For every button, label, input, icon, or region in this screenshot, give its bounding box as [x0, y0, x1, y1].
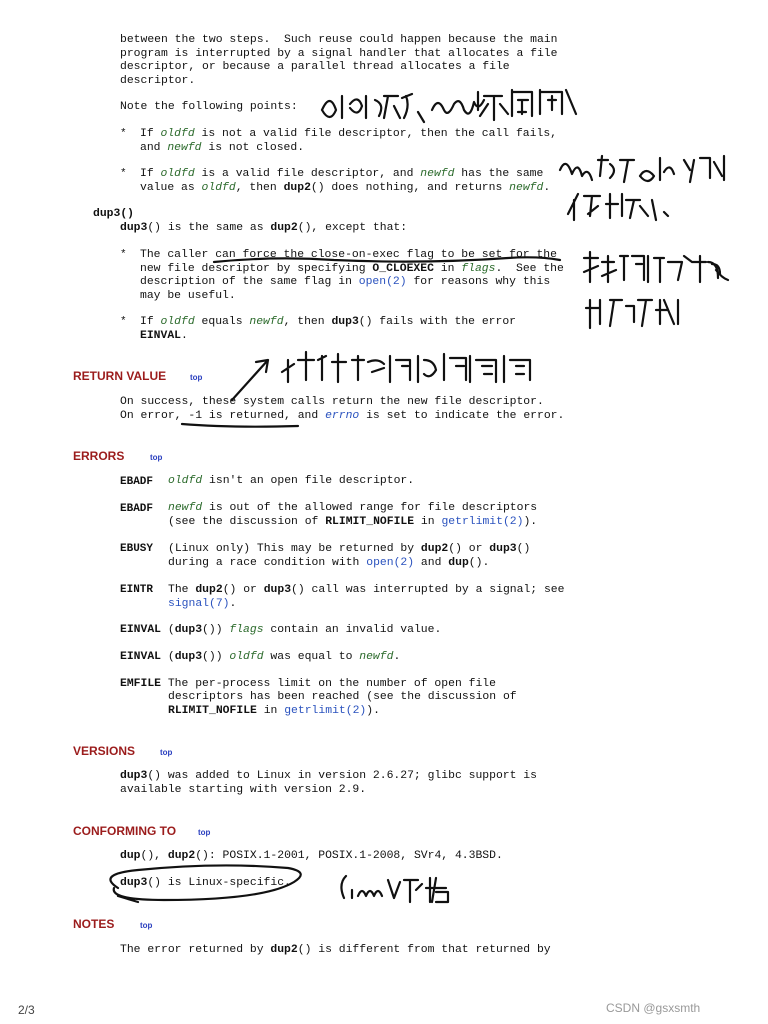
bullet-marker: * [120, 128, 127, 140]
heading-errors: ERRORS [73, 449, 125, 463]
error-code: EBADF [120, 476, 154, 488]
top-link[interactable]: top [150, 453, 163, 462]
signal-link[interactable]: signal(7) [168, 597, 230, 610]
handwriting-scribble [341, 876, 448, 902]
watermark: CSDN @gsxsmth [606, 1001, 701, 1015]
handwriting-arrow [232, 360, 268, 400]
top-link[interactable]: top [190, 373, 203, 382]
top-link[interactable]: top [140, 921, 153, 930]
getrlimit-link[interactable]: getrlimit(2) [284, 704, 367, 717]
return-value-text: On success, these system calls return the new file descriptor. On error, -1 is returned, and errno is set to indicate the error. [120, 396, 565, 422]
error-code: EINTR [120, 584, 154, 596]
handwriting-scribble [586, 300, 678, 328]
open-link[interactable]: open(2) [358, 276, 407, 288]
page-indicator: 2/3 [18, 1003, 35, 1017]
top-link[interactable]: top [198, 828, 211, 837]
bullet-marker: * [120, 316, 127, 328]
error-description: EINVAL (dup3()) flags contain an invalid value. [120, 624, 442, 636]
dup3-point-1: The caller can force the close-on-exec flag to be set for the new file descriptor by specifying O_CLOEXEC in flags. See the description of the same flag in open(2) for reasons why this may be useful. [140, 249, 564, 302]
top-link[interactable]: top [160, 748, 173, 757]
error-code: EBADF [120, 503, 154, 515]
heading-conforming-to: CONFORMING TO [73, 824, 177, 838]
note-points-label: Note the following points: [120, 101, 298, 113]
bullet-marker: * [120, 168, 127, 180]
handwriting-scribble [282, 352, 530, 382]
dup3-title: dup3() [93, 208, 135, 220]
handwriting-scribble [560, 156, 724, 182]
point-1: If oldfd is not a valid file descriptor, then the call fails, and newfd is not closed. [140, 128, 557, 154]
open-link[interactable]: open(2) [366, 556, 415, 569]
dup3-description: dup3() is the same as dup2(), except that: [120, 222, 408, 234]
error-description-cont: descriptors has been reached (see the discussion of RLIMIT_NOFILE in getrlimit(2)). [168, 691, 517, 717]
handwriting-underline [182, 424, 298, 427]
versions-text: dup3() was added to Linux in version 2.6.27; glibc support is available starting with version 2.9. [120, 770, 537, 796]
heading-versions: VERSIONS [73, 744, 136, 758]
error-description: EMFILE The per-process limit on the number of open file [120, 678, 496, 690]
error-description: EINVAL (dup3()) oldfd was equal to newfd. [120, 651, 401, 663]
handwriting-scribble [584, 252, 728, 282]
dup3-point-2: If oldfd equals newfd, then dup3() fails with the error EINVAL. [140, 316, 516, 342]
bullet-marker: * [120, 249, 127, 261]
notes-text: The error returned by dup2() is different from that returned by [120, 944, 551, 956]
intro-paragraph: between the two steps. Such reuse could happen because the main program is interrupted by a signal handler that allocates a file descriptor, or because a parallel thread allocates a file descriptor. [120, 34, 558, 87]
error-description: oldfd isn't an open file descriptor. [168, 475, 415, 487]
point-2: If oldfd is a valid file descriptor, and newfd has the same value as oldfd, then dup2() does nothing, and returns newfd. [140, 168, 551, 194]
handwriting-scribble [322, 90, 576, 122]
error-description: The dup2() or dup3() call was interrupted by a signal; see signal(7). [168, 584, 565, 610]
heading-notes: NOTES [73, 917, 115, 931]
conforming-linux-specific: dup3() is Linux-specific. [120, 877, 291, 889]
heading-return-value: RETURN VALUE [73, 369, 167, 383]
getrlimit-link[interactable]: getrlimit(2) [441, 515, 524, 528]
error-code: EBUSY [120, 543, 154, 555]
error-description: (Linux only) This may be returned by dup2() or dup3() during a race condition with open(2) and dup(). [168, 543, 531, 569]
conforming-text: dup(), dup2(): POSIX.1-2001, POSIX.1-2008, SVr4, 4.3BSD. [120, 850, 503, 862]
error-description: newfd is out of the allowed range for file descriptors (see the discussion of RLIMIT_NOFILE in getrlimit(2)). [168, 502, 538, 528]
handwriting-scribble [568, 194, 668, 220]
